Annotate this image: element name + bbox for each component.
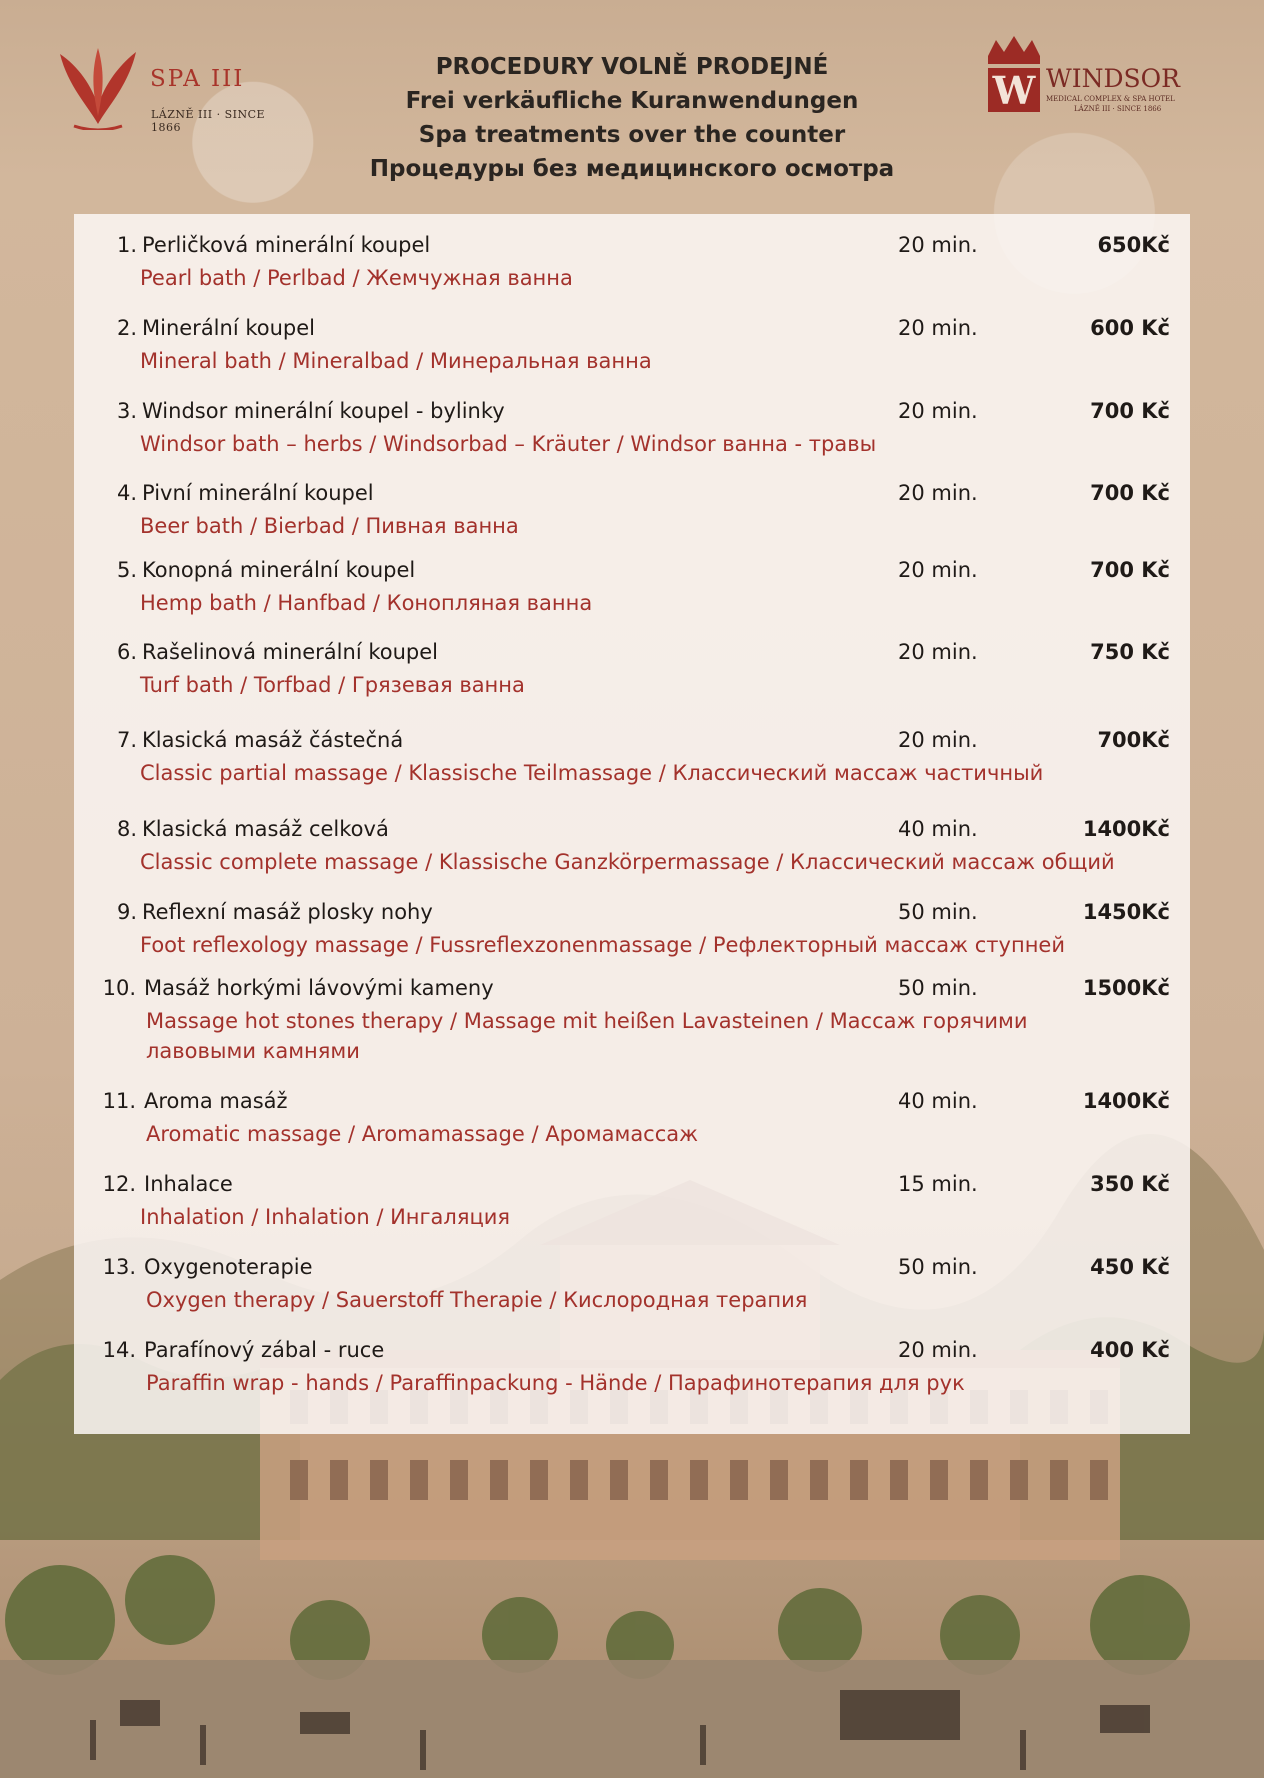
- title-german: Frei verkäufliche Kuranwendungen: [405, 88, 859, 114]
- item-number: 2.: [116, 316, 137, 340]
- page-title-block: [300, 50, 964, 186]
- item-number: 8.: [116, 817, 137, 841]
- title-russian: Процедуры без медицинского осмотра: [369, 156, 895, 182]
- item-translation: Beer bath / Bierbad / Пивная ванна: [140, 514, 519, 538]
- item-number: 3.: [116, 399, 137, 423]
- item-name: Perličková minerální koupel: [142, 233, 431, 257]
- windsor-crown-crest-icon: [982, 34, 1046, 120]
- item-number: 7.: [116, 728, 137, 752]
- item-price: 1400Kč: [1082, 1089, 1170, 1113]
- item-duration: 20 min.: [898, 1338, 978, 1362]
- windsor-tagline-line-1: MEDICAL COMPLEX & SPA HOTEL: [1046, 95, 1175, 103]
- item-translation: Windsor bath – herbs / Windsorbad – Kräuter / Windsor ванна - травы: [140, 432, 877, 456]
- windsor-brand: WINDSOR: [1046, 64, 1180, 93]
- item-price: 750 Kč: [1090, 640, 1170, 664]
- item-translation: Hemp bath / Hanfbad / Конопляная ванна: [140, 591, 593, 615]
- spa-iii-leaf-icon: [58, 46, 138, 130]
- item-name: Parafínový zábal - ruce: [144, 1338, 385, 1362]
- item-duration: 40 min.: [898, 1089, 978, 1113]
- item-number: 13.: [102, 1255, 136, 1279]
- item-price: 600 Kč: [1090, 316, 1170, 340]
- item-translation: [146, 1006, 1028, 1066]
- windsor-logo: [982, 34, 1192, 124]
- windsor-tagline-line-2: LÁZNĚ III · SINCE 1866: [1074, 105, 1162, 113]
- item-duration: 40 min.: [898, 817, 978, 841]
- item-price: 650Kč: [1097, 233, 1170, 257]
- item-number: 1.: [116, 233, 137, 257]
- item-name: Oxygenoterapie: [144, 1255, 313, 1279]
- item-name: Klasická masáž částečná: [142, 728, 404, 752]
- item-number: 9.: [116, 900, 137, 924]
- item-name: Konopná minerální koupel: [142, 558, 416, 582]
- item-name: Pivní minerální koupel: [142, 481, 374, 505]
- item-price: 450 Kč: [1090, 1255, 1170, 1279]
- item-duration: 20 min.: [898, 233, 978, 257]
- item-price: 1400Kč: [1082, 817, 1170, 841]
- item-price: 700Kč: [1097, 728, 1170, 752]
- item-price: 700 Kč: [1090, 481, 1170, 505]
- svg-text:W: W: [992, 68, 1036, 113]
- item-duration: 20 min.: [898, 316, 978, 340]
- item-translation: Mineral bath / Mineralbad / Минеральная ванна: [140, 349, 652, 373]
- spa-iii-tagline: LÁZNĚ III · SINCE 1866: [151, 108, 266, 134]
- item-number: 4.: [116, 481, 137, 505]
- title-czech: PROCEDURY VOLNĚ PRODEJNÉ: [435, 54, 829, 80]
- item-duration: 50 min.: [898, 1255, 978, 1279]
- item-duration: 15 min.: [898, 1172, 978, 1196]
- windsor-tagline: [1046, 94, 1175, 114]
- item-duration: 20 min.: [898, 640, 978, 664]
- item-price: 1450Kč: [1082, 900, 1170, 924]
- item-translation: Paraffin wrap - hands / Paraffinpackung - Hände / Парафинотерапия для рук: [146, 1371, 965, 1395]
- item-name: Inhalace: [144, 1172, 233, 1196]
- item-translation-line-2: лавовыми камнями: [146, 1039, 360, 1063]
- item-duration: 20 min.: [898, 558, 978, 582]
- item-name: Minerální koupel: [142, 316, 315, 340]
- item-number: 5.: [116, 558, 137, 582]
- item-price: 700 Kč: [1090, 558, 1170, 582]
- item-number: 6.: [116, 640, 137, 664]
- item-number: 11.: [102, 1089, 136, 1113]
- item-number: 10.: [102, 976, 136, 1000]
- item-name: Rašelinová minerální koupel: [142, 640, 438, 664]
- item-translation: Classic partial massage / Klassische Teilmassage / Классический массаж частичный: [140, 761, 1044, 785]
- item-name: Aroma masáž: [144, 1089, 288, 1113]
- item-price: 400 Kč: [1090, 1338, 1170, 1362]
- item-price: 1500Kč: [1082, 976, 1170, 1000]
- spa-iii-brand: SPA III: [150, 66, 245, 92]
- item-price: 700 Kč: [1090, 399, 1170, 423]
- item-name: Masáž horkými lávovými kameny: [144, 976, 494, 1000]
- item-number: 12.: [102, 1172, 136, 1196]
- item-translation: Classic complete massage / Klassische Ganzkörpermassage / Классический массаж общий: [140, 850, 1115, 874]
- item-number: 14.: [102, 1338, 136, 1362]
- title-english: Spa treatments over the counter: [418, 122, 846, 148]
- item-translation: Inhalation / Inhalation / Ингаляция: [140, 1205, 511, 1229]
- item-translation: Foot reflexology massage / Fussreflexzonenmassage / Рефлекторный массаж ступней: [140, 933, 1065, 957]
- item-price: 350 Kč: [1090, 1172, 1170, 1196]
- item-translation: Aromatic massage / Aromamassage / Аромамассаж: [146, 1122, 699, 1146]
- item-duration: 20 min.: [898, 481, 978, 505]
- item-translation: Pearl bath / Perlbad / Жемчужная ванна: [140, 266, 573, 290]
- item-duration: 20 min.: [898, 399, 978, 423]
- item-duration: 50 min.: [898, 976, 978, 1000]
- item-translation-line-1: Massage hot stones therapy / Massage mit heißen Lavasteinen / Массаж горячими: [146, 1009, 1028, 1033]
- item-name: Klasická masáž celková: [142, 817, 389, 841]
- item-duration: 20 min.: [898, 728, 978, 752]
- item-name: Windsor minerální koupel - bylinky: [142, 399, 505, 423]
- item-translation: Turf bath / Torfbad / Грязевая ванна: [140, 673, 525, 697]
- item-translation: Oxygen therapy / Sauerstoff Therapie / Кислородная терапия: [146, 1288, 808, 1312]
- item-duration: 50 min.: [898, 900, 978, 924]
- item-name: Reflexní masáž plosky nohy: [142, 900, 433, 924]
- spa-iii-logo: [58, 46, 288, 136]
